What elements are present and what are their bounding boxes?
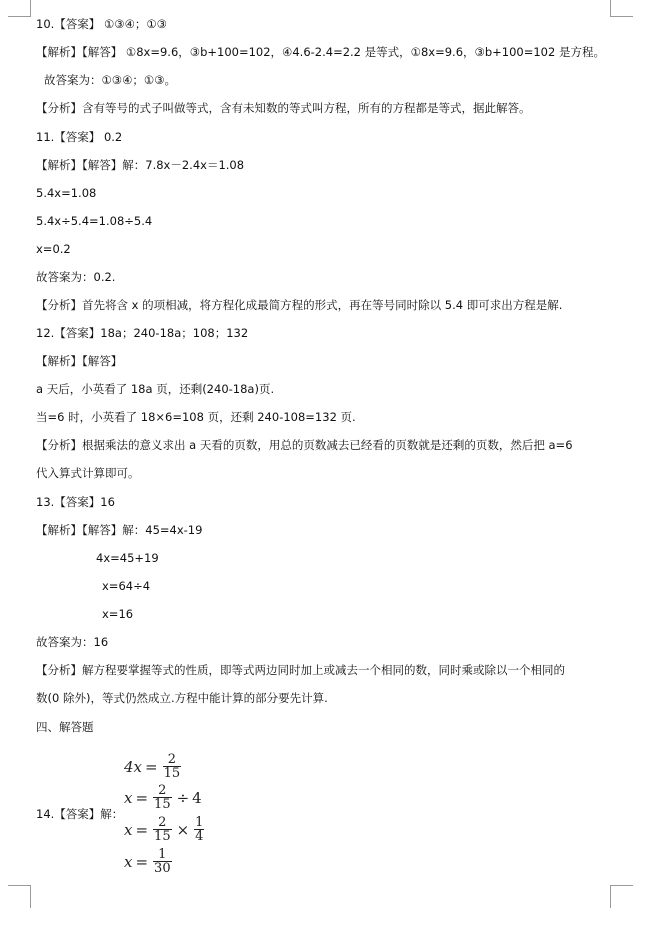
q12-answer: 12.【答案】18a；240-18a；108；132 bbox=[36, 326, 249, 340]
divide-sign: ÷ bbox=[176, 788, 190, 807]
fraction-denominator: 15 bbox=[163, 766, 181, 781]
fraction-numerator: 2 bbox=[158, 815, 167, 830]
q13-analysis-line-1: 【分析】解方程要掌握等式的性质，即等式两边同时加上或减去一个相同的数，同时乘或除以一个相同的 bbox=[36, 663, 565, 677]
q10-conclusion: 故答案为：①③④；①③。 bbox=[44, 73, 177, 87]
q12-analysis-line-2: 代入算式计算即可。 bbox=[36, 466, 140, 480]
math-term: 4x bbox=[124, 757, 143, 776]
fraction bbox=[153, 848, 172, 875]
q13-step-1: 4x=45+19 bbox=[96, 551, 159, 565]
fraction-numerator: 2 bbox=[167, 752, 176, 767]
q14-equation-row-4 bbox=[124, 848, 174, 875]
q12-analysis-line-1: 【分析】根据乘法的意义求出 a 天看的页数，用总的页数减去已经看的页数就是还剩的页数，然后把 a=6 bbox=[36, 438, 573, 452]
fraction-denominator: 15 bbox=[154, 797, 171, 812]
q12-explanation: 【解析】【解答】 bbox=[36, 354, 123, 368]
q11-answer: 11.【答案】 0.2 bbox=[36, 130, 123, 144]
equals-sign: = bbox=[135, 852, 149, 871]
q13-step-3: x=16 bbox=[102, 607, 134, 621]
q10-analysis: 【分析】含有等号的式子叫做等式，含有未知数的等式叫方程，所有的方程都是等式，据此解答。 bbox=[36, 101, 531, 115]
section-heading-problems: 四、解答题 bbox=[36, 720, 94, 734]
math-term: x bbox=[124, 852, 133, 871]
q14-equation-row-2 bbox=[124, 784, 202, 811]
q11-explanation: 【解析】【解答】解：7.8x－2.4x＝1.08 bbox=[36, 158, 245, 172]
fraction bbox=[163, 753, 182, 780]
equals-sign: = bbox=[135, 788, 149, 807]
q14-equation-row-3 bbox=[124, 816, 206, 843]
fraction bbox=[153, 784, 172, 811]
fraction-numerator: 1 bbox=[158, 847, 167, 862]
q10-explanation: 【解析】【解答】 ①8x=9.6，③b+100=102，④4.6-2.4=2.2 是等式，①8x=9.6，③b+100=102 是方程。 bbox=[36, 45, 605, 59]
equals-sign: = bbox=[145, 757, 158, 776]
q14-equation-row-1 bbox=[124, 753, 183, 780]
page-corner-mark-top-left bbox=[8, 0, 31, 17]
q12-step-2: 当=6 时，小英看了 18×6=108 页，还剩 240-108=132 页. bbox=[36, 410, 356, 424]
q14-answer-label: 14.【答案】解： bbox=[36, 807, 124, 821]
math-term: 4 bbox=[192, 788, 202, 807]
equals-sign: = bbox=[135, 820, 149, 839]
q12-step-1: a 天后，小英看了 18a 页，还剩(240-18a)页. bbox=[36, 382, 275, 396]
multiply-sign: × bbox=[176, 820, 190, 839]
fraction bbox=[194, 816, 204, 843]
q13-answer: 13.【答案】16 bbox=[36, 495, 115, 509]
q13-step-2: x=64÷4 bbox=[102, 579, 151, 593]
q13-analysis-line-2: 数(0 除外)，等式仍然成立.方程中能计算的部分要先计算. bbox=[36, 691, 328, 705]
q13-conclusion: 故答案为：16 bbox=[36, 635, 109, 649]
fraction-numerator: 1 bbox=[195, 815, 204, 830]
math-term: x bbox=[124, 788, 133, 807]
fraction-denominator: 15 bbox=[154, 829, 171, 844]
fraction bbox=[153, 816, 172, 843]
q13-explanation: 【解析】【解答】解：45=4x-19 bbox=[36, 523, 203, 537]
q11-step-3: x=0.2 bbox=[36, 242, 71, 256]
page-corner-mark-bottom-left bbox=[8, 885, 31, 908]
fraction-denominator: 30 bbox=[154, 861, 171, 876]
q11-conclusion: 故答案为：0.2. bbox=[36, 270, 116, 284]
page-corner-mark-top-right bbox=[610, 0, 633, 17]
q11-analysis: 【分析】首先将含 x 的项相减，将方程化成最简方程的形式，再在等号同时除以 5.4 即可求出方程是解. bbox=[36, 298, 563, 312]
page-corner-mark-bottom-right bbox=[610, 885, 633, 908]
fraction-denominator: 4 bbox=[195, 829, 204, 844]
q10-answer: 10.【答案】 ①③④；①③ bbox=[36, 17, 167, 31]
q11-step-2: 5.4x÷5.4=1.08÷5.4 bbox=[36, 214, 153, 228]
q11-step-1: 5.4x=1.08 bbox=[36, 186, 97, 200]
math-term: x bbox=[124, 820, 133, 839]
fraction-numerator: 2 bbox=[158, 783, 167, 798]
